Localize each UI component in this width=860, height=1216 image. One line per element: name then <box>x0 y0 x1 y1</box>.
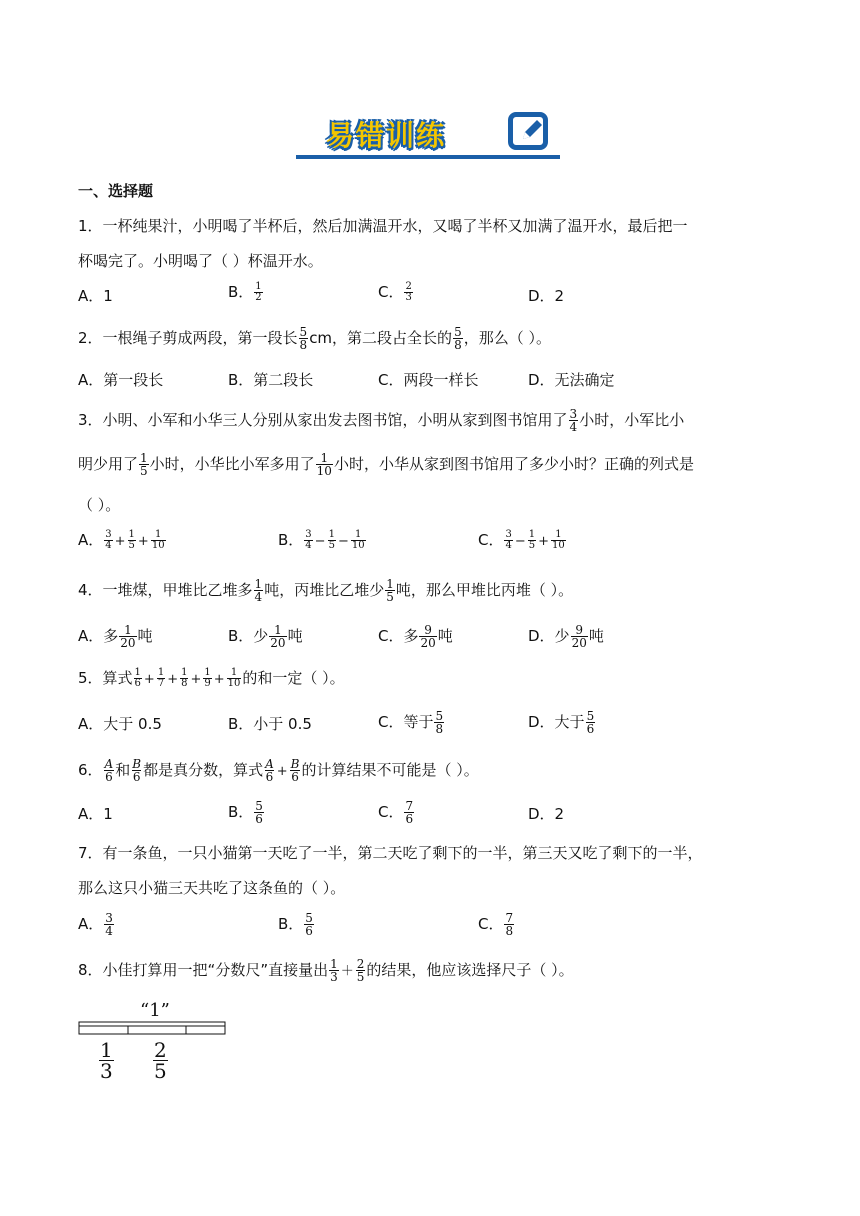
q2-option-d: D．无法确定 <box>528 371 615 389</box>
q7-line1: 7．有一条鱼，一只小猫第一天吃了一半，第二天吃了剩下的一半，第三天又吃了剩下的一半， <box>78 844 703 862</box>
pencil-edit-icon <box>508 112 548 150</box>
q2-stem: 2．一根绳子剪成两段，第一段长 $\frac{5}{8}$ cm，第二段占全长的 $\frac{5}{8}$ ，那么（ ）。 <box>78 325 551 352</box>
q6-option-c: C． $\frac{7}{6}$ <box>378 799 414 826</box>
q1-option-b: B． $\frac{1}{2}$ <box>228 281 262 303</box>
q4-option-d: D．少 $\frac{9}{20}$ 吨 <box>528 623 604 650</box>
fraction-ruler <box>78 1018 228 1038</box>
q3-line3: （ ）。 <box>78 496 121 514</box>
q6-option-b: B． $\frac{5}{6}$ <box>228 799 263 826</box>
q8-stem: 8．小佳打算用一把“分数尺”直接量出 $\frac{1}{3}$ ＋ $\frac{2}{5}$ 的结果，他应该选择尺子（ ）。 <box>78 957 574 984</box>
q1-line1: 1．一杯纯果汁，小明喝了半杯后，然后加满温开水，又喝了半杯又加满了温开水，最后把一 <box>78 217 688 235</box>
q6-stem: 6． $\frac{A}{6}$ 和 $\frac{B}{6}$ 都是真分数，算式 $\frac{A}{6}$ + $\frac{B}{6}$ 的计算结果不可能是（ ）。 <box>78 757 479 784</box>
ruler-fraction-2: $\frac{2}{5}$ <box>154 1038 167 1083</box>
q5-option-b: B．小于 0.5 <box>228 715 312 733</box>
q3-option-a: A． $\frac{3}{4}$ + $\frac{1}{5}$ + $\frac{1}{10}$ <box>78 529 165 551</box>
q6-option-a: A．1 <box>78 805 113 823</box>
q3-line2: 明少用了 $\frac{1}{5}$ 小时，小华比小军多用了 $\frac{1}{10}$ 小时，小华从家到图书馆用了多少小时？正确的列式是 <box>78 451 694 478</box>
q2-option-a: A．第一段长 <box>78 371 164 389</box>
q4-option-c: C．多 $\frac{9}{20}$ 吨 <box>378 623 453 650</box>
q3-option-c: C． $\frac{3}{4}$ − $\frac{1}{5}$ + $\frac{1}{10}$ <box>478 529 565 551</box>
q6-option-d: D．2 <box>528 805 565 823</box>
section-heading: 一、选择题 <box>78 182 154 200</box>
ruler-label: “1” <box>140 1000 170 1021</box>
q2-option-c: C．两段一样长 <box>378 371 479 389</box>
q5-option-a: A．大于 0.5 <box>78 715 162 733</box>
q5-option-d: D．大于 $\frac{5}{6}$ <box>528 709 595 736</box>
q2-option-b: B．第二段长 <box>228 371 314 389</box>
q5-stem: 5．算式 $\frac{1}{6}$ + $\frac{1}{7}$ + $\frac{1}{8}$ + $\frac{1}{9}$ + $\frac{1}{10}$ 的和一定（ ）。 <box>78 667 345 689</box>
q7-line2: 那么这只小猫三天共吃了这条鱼的（ ）。 <box>78 879 346 897</box>
banner-underline <box>296 155 560 159</box>
q3-option-b: B． $\frac{3}{4}$ − $\frac{1}{5}$ − $\frac{1}{10}$ <box>278 529 365 551</box>
q7-option-a: A． $\frac{3}{4}$ <box>78 911 113 938</box>
q1-option-a: A．1 <box>78 287 113 305</box>
banner-title: 易错训练 <box>326 119 447 152</box>
q7-option-c: C． $\frac{7}{8}$ <box>478 911 514 938</box>
q5-option-c: C．等于 $\frac{5}{8}$ <box>378 709 444 736</box>
q4-option-b: B．少 $\frac{1}{20}$ 吨 <box>228 623 303 650</box>
q1-option-d: D．2 <box>528 287 565 305</box>
ruler-fraction-1: $\frac{1}{3}$ <box>100 1038 113 1083</box>
q1-line2: 杯喝完了。小明喝了（ ）杯温开水。 <box>78 252 323 270</box>
q4-option-a: A．多 $\frac{1}{20}$ 吨 <box>78 623 153 650</box>
q4-stem: 4．一堆煤，甲堆比乙堆多 $\frac{1}{4}$ 吨，丙堆比乙堆少 $\frac{1}{5}$ 吨，那么甲堆比丙堆（ ）。 <box>78 577 574 604</box>
q3-line1: 3．小明、小军和小华三人分别从家出发去图书馆，小明从家到图书馆用了 $\frac{3}{4}$ 小时，小军比小 <box>78 407 685 434</box>
q7-option-b: B． $\frac{5}{6}$ <box>278 911 313 938</box>
q1-option-c: C． $\frac{2}{3}$ <box>378 281 412 303</box>
